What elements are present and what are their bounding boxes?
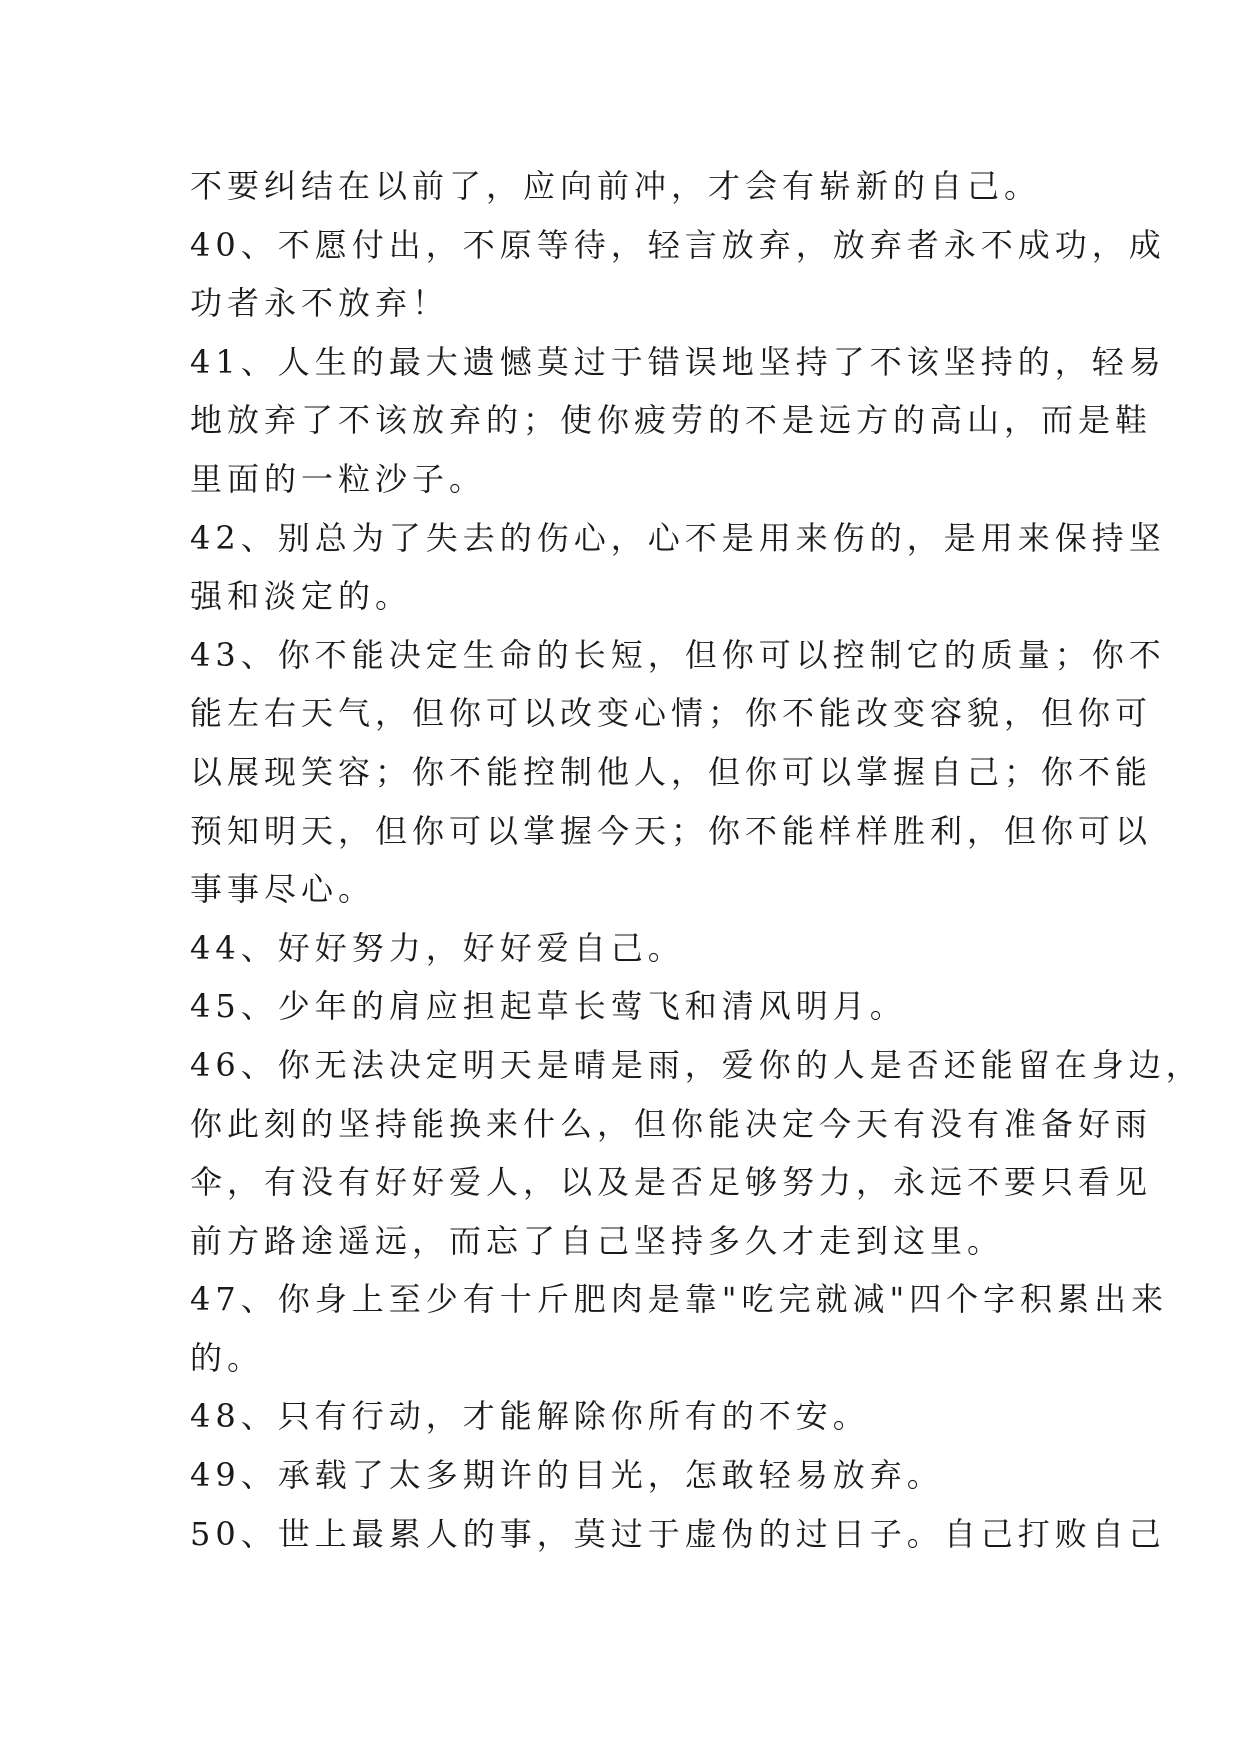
text-line: 40、不愿付出，不原等待，轻言放弃，放弃者永不成功，成 bbox=[190, 225, 1166, 264]
text-line: 47、你身上至少有十斤肥肉是靠"吃完就减"四个字积累出来 bbox=[190, 1280, 1169, 1319]
text-line: 前方路途遥远，而忘了自己坚持多久才走到这里。 bbox=[190, 1221, 1005, 1260]
text-line: 45、少年的肩应担起草长莺飞和清风明月。 bbox=[190, 987, 907, 1026]
text-line: 事事尽心。 bbox=[190, 870, 376, 909]
text-line: 功者永不放弃！ bbox=[190, 284, 450, 323]
text-line: 44、好好努力，好好爱自己。 bbox=[190, 928, 685, 967]
text-line: 你此刻的坚持能换来什么，但你能决定今天有没有准备好雨 bbox=[190, 1104, 1153, 1143]
text-line: 能左右天气，但你可以改变心情；你不能改变容貌，但你可 bbox=[190, 694, 1153, 733]
text-line: 46、你无法决定明天是晴是雨，爱你的人是否还能留在身边， bbox=[190, 1045, 1203, 1084]
text-line: 49、承载了太多期许的目光，怎敢轻易放弃。 bbox=[190, 1456, 944, 1495]
text-line: 地放弃了不该放弃的；使你疲劳的不是远方的高山，而是鞋 bbox=[190, 401, 1153, 440]
text-line: 伞，有没有好好爱人，以及是否足够努力，永远不要只看见 bbox=[190, 1163, 1153, 1202]
text-line: 强和淡定的。 bbox=[190, 577, 413, 616]
text-line: 的。 bbox=[190, 1338, 265, 1377]
text-line: 48、只有行动，才能解除你所有的不安。 bbox=[190, 1397, 870, 1436]
text-line: 43、你不能决定生命的长短，但你可以控制它的质量；你不 bbox=[190, 635, 1166, 674]
text-line: 以展现笑容；你不能控制他人，但你可以掌握自己；你不能 bbox=[190, 752, 1153, 791]
text-line: 50、世上最累人的事，莫过于虚伪的过日子。自己打败自己 bbox=[190, 1514, 1166, 1553]
text-line: 预知明天，但你可以掌握今天；你不能样样胜利，但你可以 bbox=[190, 811, 1153, 850]
text-line: 41、人生的最大遗憾莫过于错误地坚持了不该坚持的，轻易 bbox=[190, 342, 1166, 381]
text-line: 42、别总为了失去的伤心，心不是用来伤的，是用来保持坚 bbox=[190, 518, 1166, 557]
text-line: 里面的一粒沙子。 bbox=[190, 459, 487, 498]
document-body bbox=[190, 157, 1203, 1563]
text-line: 不要纠结在以前了，应向前冲，才会有崭新的自己。 bbox=[190, 167, 1042, 205]
